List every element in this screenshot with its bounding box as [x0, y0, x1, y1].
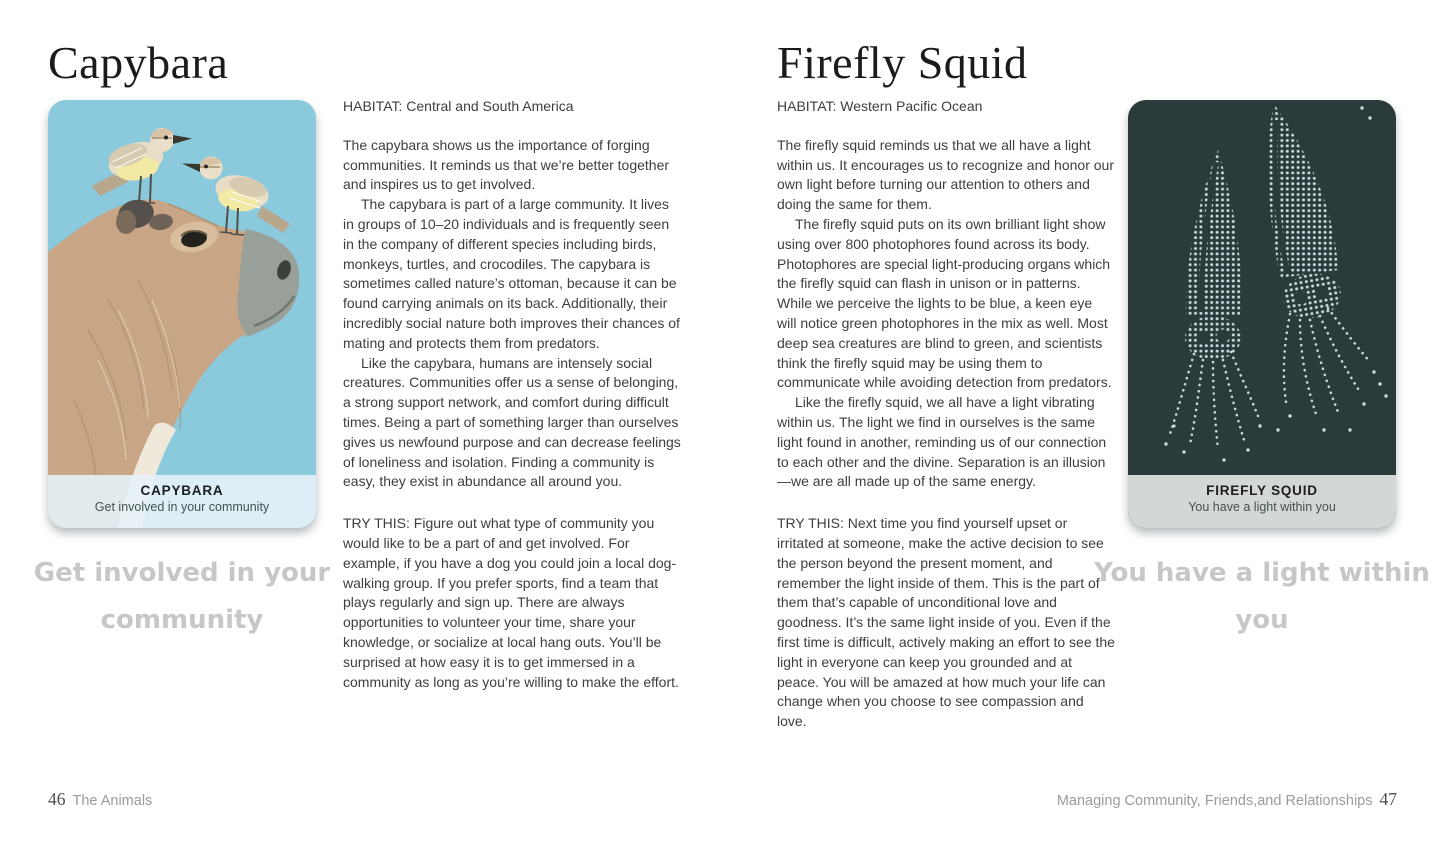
body-paragraph: Like the capybara, humans are intensely social creatures. Communities offer us a sense of belonging, a strong support network, and comfort during difficult times. Being a part of something larger than ourselves gives us newfound purpose and can decrease feelings of loneliness and isolation. Finding a community is easy, they exist in abundance all around you.: [343, 354, 681, 490]
capybara-card-message: Get involved in your community: [94, 500, 270, 514]
capybara-illustration: [48, 100, 316, 528]
try-this-paragraph: TRY THIS: Figure out what type of community you would like to be a part of and get involved. For example, if you have a dog you could join a local dog-walking group. If you prefer sports, find a team that plays regularly and sign up. There are always opportunities to volunteer your time, share your knowledge, or socialize at local hang outs. You’ll be surprised at how easy it is to get immersed in a community as long as you’re willing to make the effort.: [343, 515, 679, 690]
body-paragraph: The firefly squid puts on its own brilliant light show using over 800 photophores found across its body. Photophores are special light-producing organs which the firefly squid can flash in unison or in patterns. While we perceive the lights to be blue, a keen eye will notice green photophores in the mix as well. Most deep sea creatures are blind to green, and scientists think the firefly squid may be using them to communicate while avoiding detection from predators.: [777, 215, 1112, 391]
try-this-paragraph: TRY THIS: Next time you find yourself upset or irritated at someone, make the active decision to see the person beyond the present moment, and remember the light inside of them. This is the part of them that’s capable of unconditional love and goodness. It’s the same light inside of you. Even if the first time is difficult, actively making an effort to see the light in everyone can keep you grounded and at peace. You will be amazed at how much your life can change when you choose to see compassion and love.: [777, 515, 1115, 730]
body-paragraph: The capybara is part of a large community. It lives in groups of 10–20 individuals and is frequently seen in the company of different species including birds, monkeys, turtles, and crocodiles. The capybara is sometimes called nature’s ottoman, because it can be found carrying animals on its back. Additionally, their incredibly social nature both improves their chances of mating and protects them from predators.: [343, 196, 680, 351]
firefly-squid-text-column: [777, 97, 1115, 732]
firefly-squid-card-name: FIREFLY SQUID: [1206, 483, 1318, 498]
habitat-line: HABITAT: Western Pacific Ocean: [777, 98, 983, 114]
footer-left: [48, 789, 152, 810]
body-paragraph: The capybara shows us the importance of forging communities. It reminds us that we’re better together and inspires us to get involved.: [343, 136, 670, 193]
page-title-capybara: Capybara: [48, 37, 229, 88]
body-paragraph: Like the firefly squid, we all have a light vibrating within us. The light we find in ourselves is the same light found in another, reminding us of our connection to each other and the divine. Separation is an illusion—we are all made up of the same energy.: [777, 394, 1107, 490]
page-number-left: 46: [48, 789, 66, 809]
capybara-card: [48, 100, 316, 528]
firefly-squid-card-message: You have a light within you: [1188, 500, 1336, 514]
footer-right: [1057, 789, 1397, 810]
firefly-squid-illustration: [1128, 100, 1396, 528]
page-number-right: 47: [1379, 789, 1397, 809]
habitat-line: HABITAT: Central and South America: [343, 98, 574, 114]
capybara-tagline: Get involved in your community: [33, 558, 331, 635]
capybara-card-caption: [48, 475, 316, 528]
page-title-firefly-squid: Firefly Squid: [777, 37, 1028, 88]
firefly-squid-tagline: You have a light within you: [1094, 558, 1430, 635]
capybara-text-column: [343, 97, 681, 692]
footer-section-left: The Animals: [72, 793, 153, 809]
firefly-squid-card: [1128, 100, 1396, 528]
body-paragraph: The firefly squid reminds us that we all have a light within us. It encourages us to recognize and honor our own light before turning our attention to others and doing the same for them.: [777, 136, 1114, 213]
capybara-card-name: CAPYBARA: [140, 483, 224, 498]
footer-section-right: Managing Community, Friends,and Relationships: [1056, 793, 1373, 809]
firefly-squid-card-caption: [1128, 475, 1396, 528]
